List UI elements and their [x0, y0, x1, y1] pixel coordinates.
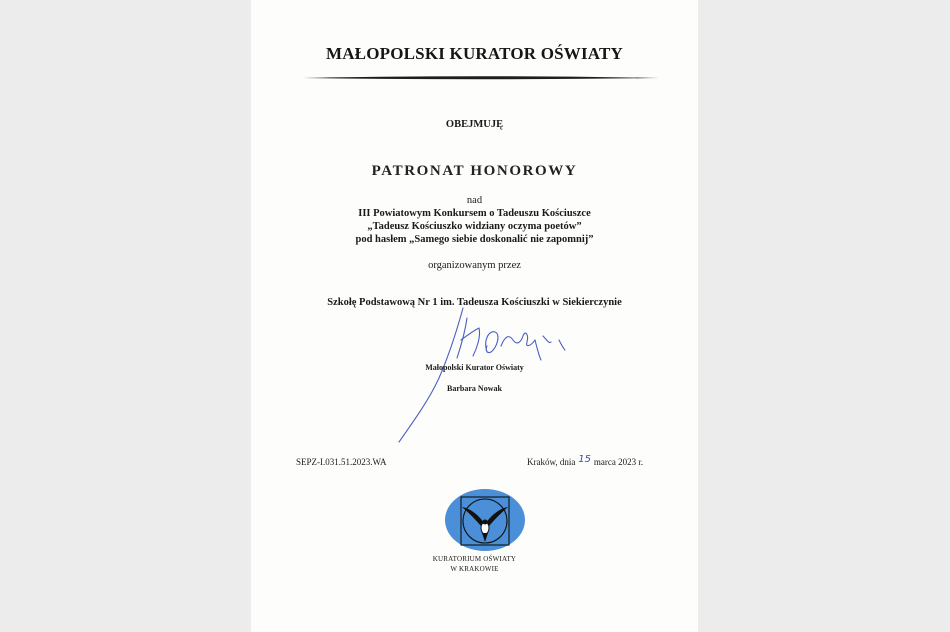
konkurs-line-2: „Tadeusz Kościuszko widziany oczyma poetów” — [367, 221, 582, 232]
konkurs-line-1: III Powiatowym Konkursem o Tadeuszu Kościuszce — [358, 208, 591, 219]
logo-caption-line-2: W KRAKOWIE — [450, 565, 499, 573]
school-name: Szkołę Podstawową Nr 1 im. Tadeusza Kościuszki w Siekierczynie — [327, 297, 622, 308]
nad-text: nad — [466, 195, 483, 206]
date-prefix: Kraków, dnia — [527, 457, 576, 467]
handwritten-signature — [391, 300, 581, 450]
date-suffix: marca 2023 r. — [593, 457, 644, 467]
reference-number: SEPZ-I.031.51.2023.WA — [296, 457, 387, 467]
obejmuje-heading: OBEJMUJĘ — [445, 119, 504, 130]
signatory-name: Barbara Nowak — [447, 384, 502, 393]
header-title: MAŁOPOLSKI KURATOR OŚWIATY — [325, 44, 624, 63]
logo-caption-line-1: KURATORIUM OŚWIATY — [432, 555, 517, 563]
signatory-title: Małopolski Kurator Oświaty — [425, 363, 524, 372]
document-page — [251, 0, 698, 632]
organizowanym-text: organizowanym przez — [428, 260, 521, 271]
patronat-heading: PATRONAT HONOROWY — [371, 163, 578, 179]
header-rule — [303, 74, 659, 82]
konkurs-line-3: pod hasłem „Samego siebie doskonalić nie zapomnij” — [355, 234, 594, 245]
date-day: 15 — [578, 454, 592, 465]
kuratorium-logo-icon — [444, 488, 526, 552]
document-date — [527, 454, 644, 468]
